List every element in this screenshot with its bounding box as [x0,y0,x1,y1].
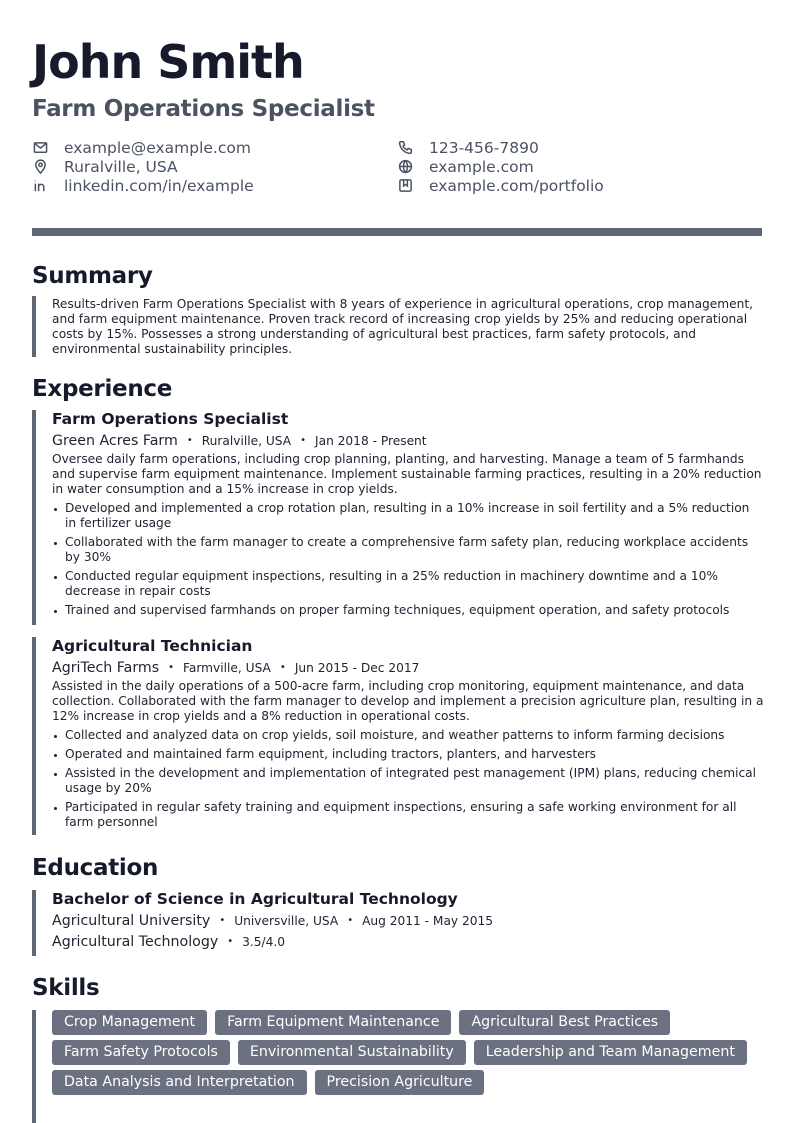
job-accent-bar [32,410,36,625]
skill-chip: Crop Management [52,1010,207,1035]
summary-heading: Summary [32,263,153,289]
job-accent-bar [32,637,36,835]
separator-dot: • [279,662,286,673]
list-item: Collected and analyzed data on crop yields, soil moisture, and weather patterns to inform farming decisions [52,728,764,743]
contact-linkedin-text: linkedin.com/in/example [64,176,254,195]
list-item: Collaborated with the farm manager to create a comprehensive farm safety plan, reducing workplace accidents by 30% [52,535,764,565]
contact-portfolio[interactable] [397,176,604,195]
education-meta [52,912,764,930]
contact-email[interactable] [32,138,251,157]
education-school: Agricultural University [52,913,211,929]
contact-portfolio-text: example.com/portfolio [429,176,604,195]
job-dates: Jan 2018 - Present [315,434,427,448]
job-meta [52,659,764,677]
education-dates: Aug 2011 - May 2015 [362,914,494,928]
separator-dot: • [219,915,226,926]
separator-dot: • [168,662,175,673]
job-title: Farm Operations Specialist [52,410,289,428]
envelope-icon [32,140,48,156]
job-company: Green Acres Farm [52,433,178,449]
skill-chip: Leadership and Team Management [474,1040,747,1065]
contact-phone[interactable] [397,138,539,157]
contact-location-text: Ruralville, USA [64,157,178,176]
globe-icon [397,159,413,175]
education-accent-bar [32,890,36,956]
job-entry [52,409,764,622]
map-pin-icon [32,159,48,175]
skill-chip: Farm Equipment Maintenance [215,1010,451,1035]
experience-heading: Experience [32,376,173,402]
bookmark-icon [397,178,413,194]
job-company: AgriTech Farms [52,660,160,676]
separator-dot: • [300,435,307,446]
resume-title: Farm Operations Specialist [32,96,375,122]
separator-dot: • [227,936,234,947]
education-field-row [52,933,764,951]
summary-text: Results-driven Farm Operations Specialist with 8 years of experience in agricultural operations, crop management, and farm equipment maintenance. Proven track record of increasing crop yields by 25% and reducing operational costs by 15%. Possesses a strong understanding of agricultural best practices, farm safety protocols, and environmental sustainability principles. [52,297,754,356]
job-bullets [52,728,764,830]
job-dates: Jun 2015 - Dec 2017 [294,661,420,675]
phone-icon [397,140,413,156]
contact-website[interactable] [397,157,534,176]
job-description: Oversee daily farm operations, including crop planning, planting, and harvesting. Manage a team of 5 farmhands and supervise farm equipment maintenance. Implement sustainable farming practices, resulting in a 20% reduction in water consumption and a 15% increase in crop yields. [52,452,762,496]
skill-chip: Data Analysis and Interpretation [52,1070,307,1095]
contact-email-text: example@example.com [64,138,251,157]
header-divider [32,228,762,236]
separator-dot: • [347,915,354,926]
education-entry [52,889,764,951]
skill-chip: Agricultural Best Practices [459,1010,670,1035]
list-item: Trained and supervised farmhands on proper farming techniques, equipment operation, and safety protocols [52,603,764,618]
skill-chip: Environmental Sustainability [238,1040,466,1065]
job-entry [52,636,764,834]
contact-website-text: example.com [429,157,534,176]
job-location: Farmville, USA [183,661,271,675]
education-field: Agricultural Technology [52,934,219,950]
list-item: Assisted in the development and implementation of integrated pest management (IPM) plans, reducing chemical usage by 20% [52,766,764,796]
skill-chip: Farm Safety Protocols [52,1040,230,1065]
job-location: Ruralville, USA [201,434,292,448]
list-item: Conducted regular equipment inspections, resulting in a 25% reduction in machinery downtime and a 10% decrease in repair costs [52,569,764,599]
education-location: Universville, USA [234,914,339,928]
contact-location [32,157,178,176]
skills-heading: Skills [32,975,100,1001]
resume-name: John Smith [32,35,304,89]
summary-accent-bar [32,296,36,357]
linkedin-icon [32,178,48,194]
education-degree: Bachelor of Science in Agricultural Technology [52,890,458,908]
job-bullets [52,501,764,618]
job-meta [52,432,764,450]
skills-accent-bar [32,1010,36,1123]
separator-dot: • [186,435,193,446]
list-item: Participated in regular safety training and equipment inspections, ensuring a safe working environment for all farm personnel [52,800,764,830]
contact-linkedin[interactable] [32,176,254,195]
list-item: Developed and implemented a crop rotation plan, resulting in a 10% increase in soil fertility and a 5% reduction in fertilizer usage [52,501,764,531]
skill-chip: Precision Agriculture [315,1070,485,1095]
skills-list [52,1010,764,1095]
education-heading: Education [32,855,159,881]
education-gpa: 3.5/4.0 [242,935,286,949]
contact-phone-text: 123-456-7890 [429,138,539,157]
job-description: Assisted in the daily operations of a 500-acre farm, including crop monitoring, equipment maintenance, and data collection. Collaborated with the farm manager to develop and implement a precision agriculture plan, resulting in a 12% increase in crop yields and a 8% reduction in operational costs. [52,679,764,723]
job-title: Agricultural Technician [52,637,253,655]
list-item: Operated and maintained farm equipment, including tractors, planters, and harvesters [52,747,764,762]
